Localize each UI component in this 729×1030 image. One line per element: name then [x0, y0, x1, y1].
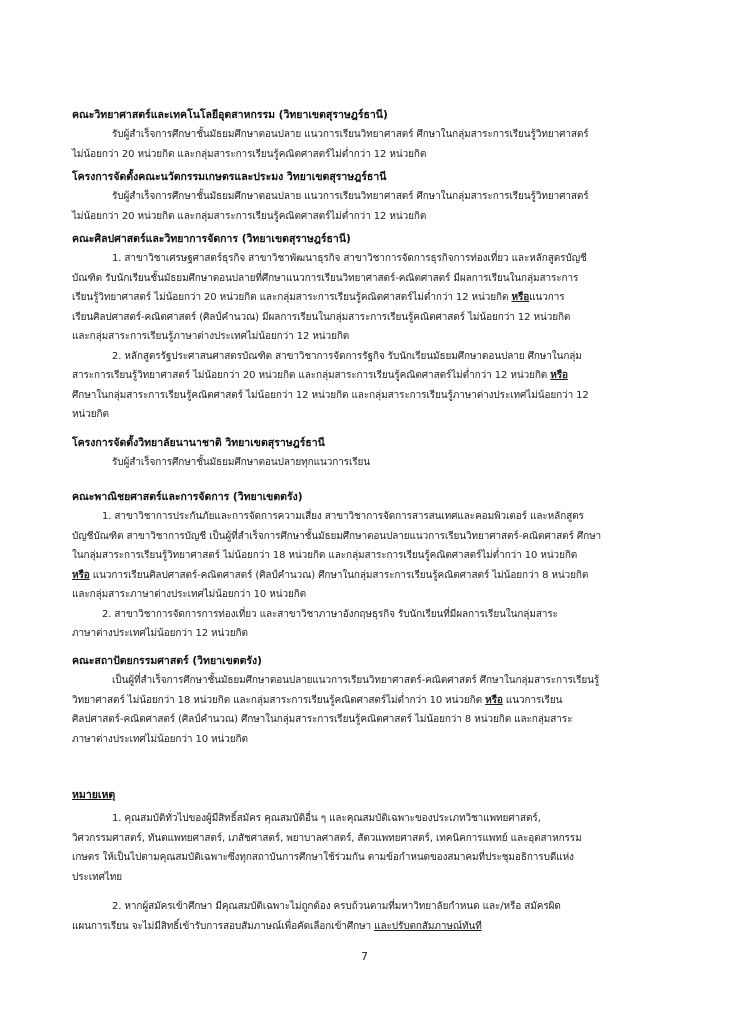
- text-run: แนวการเรียนศิลปศาสตร์-คณิตศาสตร์ (ศิลป์คำนวณ) ศึกษาในกลุ่มสาระการเรียนรู้คณิตศาสตร์ ไม่น้อยกว่า 8 หน่วยกิต: [92, 569, 589, 581]
- paragraph-line: ภาษาต่างประเทศไม่น้อยกว่า 12 หน่วยกิต: [72, 628, 248, 639]
- paragraph-line: และกลุ่มสาระการเรียนรู้ภาษาต่างประเทศไม่น้อยกว่า 12 หน่วยกิต: [72, 331, 350, 342]
- note-line: วิศวกรรมศาสตร์, ทันตแพทยศาสตร์, เภสัชศาสตร์, พยาบาลศาสตร์, สัตวแพทยศาสตร์, เทคนิคการแพทย์ และอุตสาหกรรม: [72, 832, 582, 844]
- text-run: แนวการเรียน: [505, 694, 563, 706]
- notes-heading: หมายเหตุ: [72, 789, 116, 801]
- section-science-technology: [72, 106, 662, 164]
- paragraph-line: 2. หลักสูตรรัฐประศาสนศาสตรบัณฑิต สาขาวิชาการจัดการรัฐกิจ รับนักเรียนมัธยมศึกษาตอนปลาย ศึกษาในกลุ่ม: [112, 350, 582, 362]
- note-line: 1. คุณสมบัติทั่วไปของผู้มีสิทธิ์สมัคร คุณสมบัติอื่น ๆ และคุณสมบัติเฉพาะของประเภทวิชาแพทยศาสตร์,: [112, 813, 541, 824]
- paragraph-line: หน่วยกิต: [72, 409, 109, 420]
- section-heading: คณะพาณิชยศาสตร์และการจัดการ (วิทยาเขตตรัง): [72, 491, 303, 503]
- note-line: [72, 917, 662, 937]
- or-emphasis: หรือ: [485, 694, 503, 706]
- text-run: วิทยาศาสตร์ ไม่น้อยกว่า 18 หน่วยกิต และกลุ่มสาระการเรียนรู้คณิตศาสตร์ไม่ต่ำกว่า 10 หน่วยกิต: [72, 694, 483, 706]
- text-run: สาระการเรียนรู้วิทยาศาสตร์ ไม่น้อยกว่า 20 หน่วยกิต และกลุ่มสาระการเรียนรู้คณิตศาสตร์ไม่ต่ำกว่า 12 หน่วยกิต: [72, 370, 548, 381]
- paragraph-line: บัญชีบัณฑิต สาขาวิชาการบัญชี เป็นผู้ที่สำเร็จการศึกษาชั้นมัธยมศึกษาตอนปลายแนวการเรียนวิทยาศาสตร์-คณิตศาสตร์ ศึกษา: [72, 530, 602, 542]
- section-commerce-management: [72, 488, 662, 644]
- paragraph-line: [72, 366, 662, 386]
- section-heading: คณะวิทยาศาสตร์และเทคโนโลยีอุตสาหกรรม (วิทยาเขตสุราษฎร์ธานี): [72, 109, 388, 121]
- paragraph-line: [72, 288, 662, 308]
- section-international-college: [72, 434, 662, 473]
- paragraph-line: บัณฑิต รับนักเรียนชั้นมัธยมศึกษาตอนปลายที่ศึกษาแนวการเรียนวิทยาศาสตร์-คณิตศาสตร์ มีผลการเรียนในกลุ่มสาระการ: [72, 272, 579, 284]
- paragraph-line: ในกลุ่มสาระการเรียนรู้วิทยาศาสตร์ ไม่น้อยกว่า 18 หน่วยกิต และกลุ่มสาระการเรียนรู้คณิตศาสตร์ไม่ต่ำกว่า 10 หน่วยกิต: [72, 550, 578, 561]
- text-run: แผนการเรียน จะไม่มีสิทธิ์เข้ารับการสอบสัมภาษณ์เพื่อคัดเลือกเข้าศึกษา: [72, 920, 372, 932]
- paragraph-line: และกลุ่มสาระภาษาต่างประเทศไม่น้อยกว่า 10 หน่วยกิต: [72, 589, 307, 600]
- paragraph-line: ไม่น้อยกว่า 20 หน่วยกิต และกลุ่มสาระการเรียนรู้คณิตศาสตร์ไม่ต่ำกว่า 12 หน่วยกิต: [72, 148, 427, 160]
- section-heading: คณะศิลปศาสตร์และวิทยาการจัดการ (วิทยาเขตสุราษฎร์ธานี): [72, 233, 351, 245]
- paragraph-line: รับผู้สำเร็จการศึกษาชั้นมัธยมศึกษาตอนปลายทุกแนวการเรียน: [112, 457, 371, 468]
- section-heading: โครงการจัดตั้งวิทยาลัยนานาชาติ วิทยาเขตสุราษฎร์ธานี: [72, 437, 325, 449]
- or-emphasis: หรือ: [72, 569, 90, 581]
- or-emphasis: หรือ: [511, 292, 530, 303]
- text-run: เรียนรู้วิทยาศาสตร์ ไม่น้อยกว่า 20 หน่วยกิต และกลุ่มสาระการเรียนรู้คณิตศาสตร์ไม่ต่ำกว่า 12 หน่วยกิต: [72, 292, 509, 303]
- paragraph-line: ไม่น้อยกว่า 20 หน่วยกิต และกลุ่มสาระการเรียนรู้คณิตศาสตร์ไม่ต่ำกว่า 12 หน่วยกิต: [72, 210, 427, 222]
- paragraph-line: 2. สาขาวิชาการจัดการการท่องเที่ยว และสาขาวิชาภาษาอังกฤษธุรกิจ รับนักเรียนที่มีผลการเรียนในกลุ่มสาระ: [102, 608, 558, 620]
- section-heading: คณะสถาปัตยกรรมศาสตร์ (วิทยาเขตตรัง): [72, 655, 262, 667]
- section-architecture: [72, 652, 662, 749]
- paragraph-line: เป็นผู้ที่สำเร็จการศึกษาชั้นมัธยมศึกษาตอนปลายแนวการเรียนวิทยาศาสตร์-คณิตศาสตร์ ศึกษาในกลุ่มสาระการเรียนรู้: [112, 675, 600, 686]
- section-agri-innovation: [72, 168, 662, 226]
- note-line: เกษตร ให้เป็นไปตามคุณสมบัติเฉพาะซึ่งทุกสถาบันการศึกษาใช้ร่วมกัน ตามข้อกำหนดของสมาคมที่ประชุมอธิการบดีแห่ง: [72, 852, 574, 863]
- section-heading: โครงการจัดตั้งคณะนวัตกรรมเกษตรและประมง วิทยาเขตสุราษฎร์ธานี: [72, 171, 387, 183]
- paragraph-line: ภาษาต่างประเทศไม่น้อยกว่า 10 หน่วยกิต: [72, 733, 248, 745]
- notes-section: [72, 786, 662, 936]
- paragraph-line: รับผู้สำเร็จการศึกษาชั้นมัธยมศึกษาตอนปลาย แนวการเรียนวิทยาศาสตร์ ศึกษาในกลุ่มสาระการเรียนรู้วิทยาศาสตร์: [112, 129, 589, 140]
- note-line: 2. หากผู้สมัครเข้าศึกษา มีคุณสมบัติเฉพาะไม่ถูกต้อง ครบถ้วนตามที่มหาวิทยาลัยกำหนด และ/หรือ สมัครผิด: [112, 901, 561, 912]
- paragraph-line: 1. สาขาวิชาการประกันภัยและการจัดการความเสี่ยง สาขาวิชาการจัดการสารสนเทศและคอมพิวเตอร์ และหลักสูตร: [102, 511, 584, 522]
- text-run: แนวการ: [529, 292, 565, 303]
- paragraph-line: เรียนศิลปศาสตร์-คณิตศาสตร์ (ศิลป์คำนวณ) มีผลการเรียนในกลุ่มสาระการเรียนรู้คณิตศาสตร์ ไม่น้อยกว่า 12 หน่วยกิต: [72, 311, 571, 323]
- paragraph-line: ศิลปศาสตร์-คณิตศาสตร์ (ศิลป์คำนวณ) ศึกษาในกลุ่มสาระการเรียนรู้คณิตศาสตร์ ไม่น้อยกว่า 8 หน่วยกิต และกลุ่มสาระ: [72, 714, 573, 725]
- paragraph-line: รับผู้สำเร็จการศึกษาชั้นมัธยมศึกษาตอนปลาย แนวการเรียนวิทยาศาสตร์ ศึกษาในกลุ่มสาระการเรียนรู้วิทยาศาสตร์: [112, 191, 589, 202]
- note-line: ประเทศไทย: [72, 871, 123, 883]
- paragraph-line: [72, 566, 662, 586]
- paragraph-line: [72, 691, 662, 711]
- or-emphasis: หรือ: [550, 370, 568, 381]
- paragraph-line: 1. สาขาวิชาเศรษฐศาสตร์ธุรกิจ สาขาวิชาพัฒนาธุรกิจ สาขาวิชาการจัดการธุรกิจการท่องเที่ยว และหลักสูตรบัญชี: [112, 253, 587, 264]
- underlined-phrase: และปรับตกสัมภาษณ์ทันที: [374, 920, 482, 932]
- section-liberal-arts-management: [72, 230, 662, 425]
- paragraph-line: ศึกษาในกลุ่มสาระการเรียนรู้คณิตศาสตร์ ไม่น้อยกว่า 12 หน่วยกิต และกลุ่มสาระการเรียนรู้ภาษาต่างประเทศไม่น้อยกว่า 12: [72, 389, 589, 401]
- page-number: 7: [361, 950, 368, 963]
